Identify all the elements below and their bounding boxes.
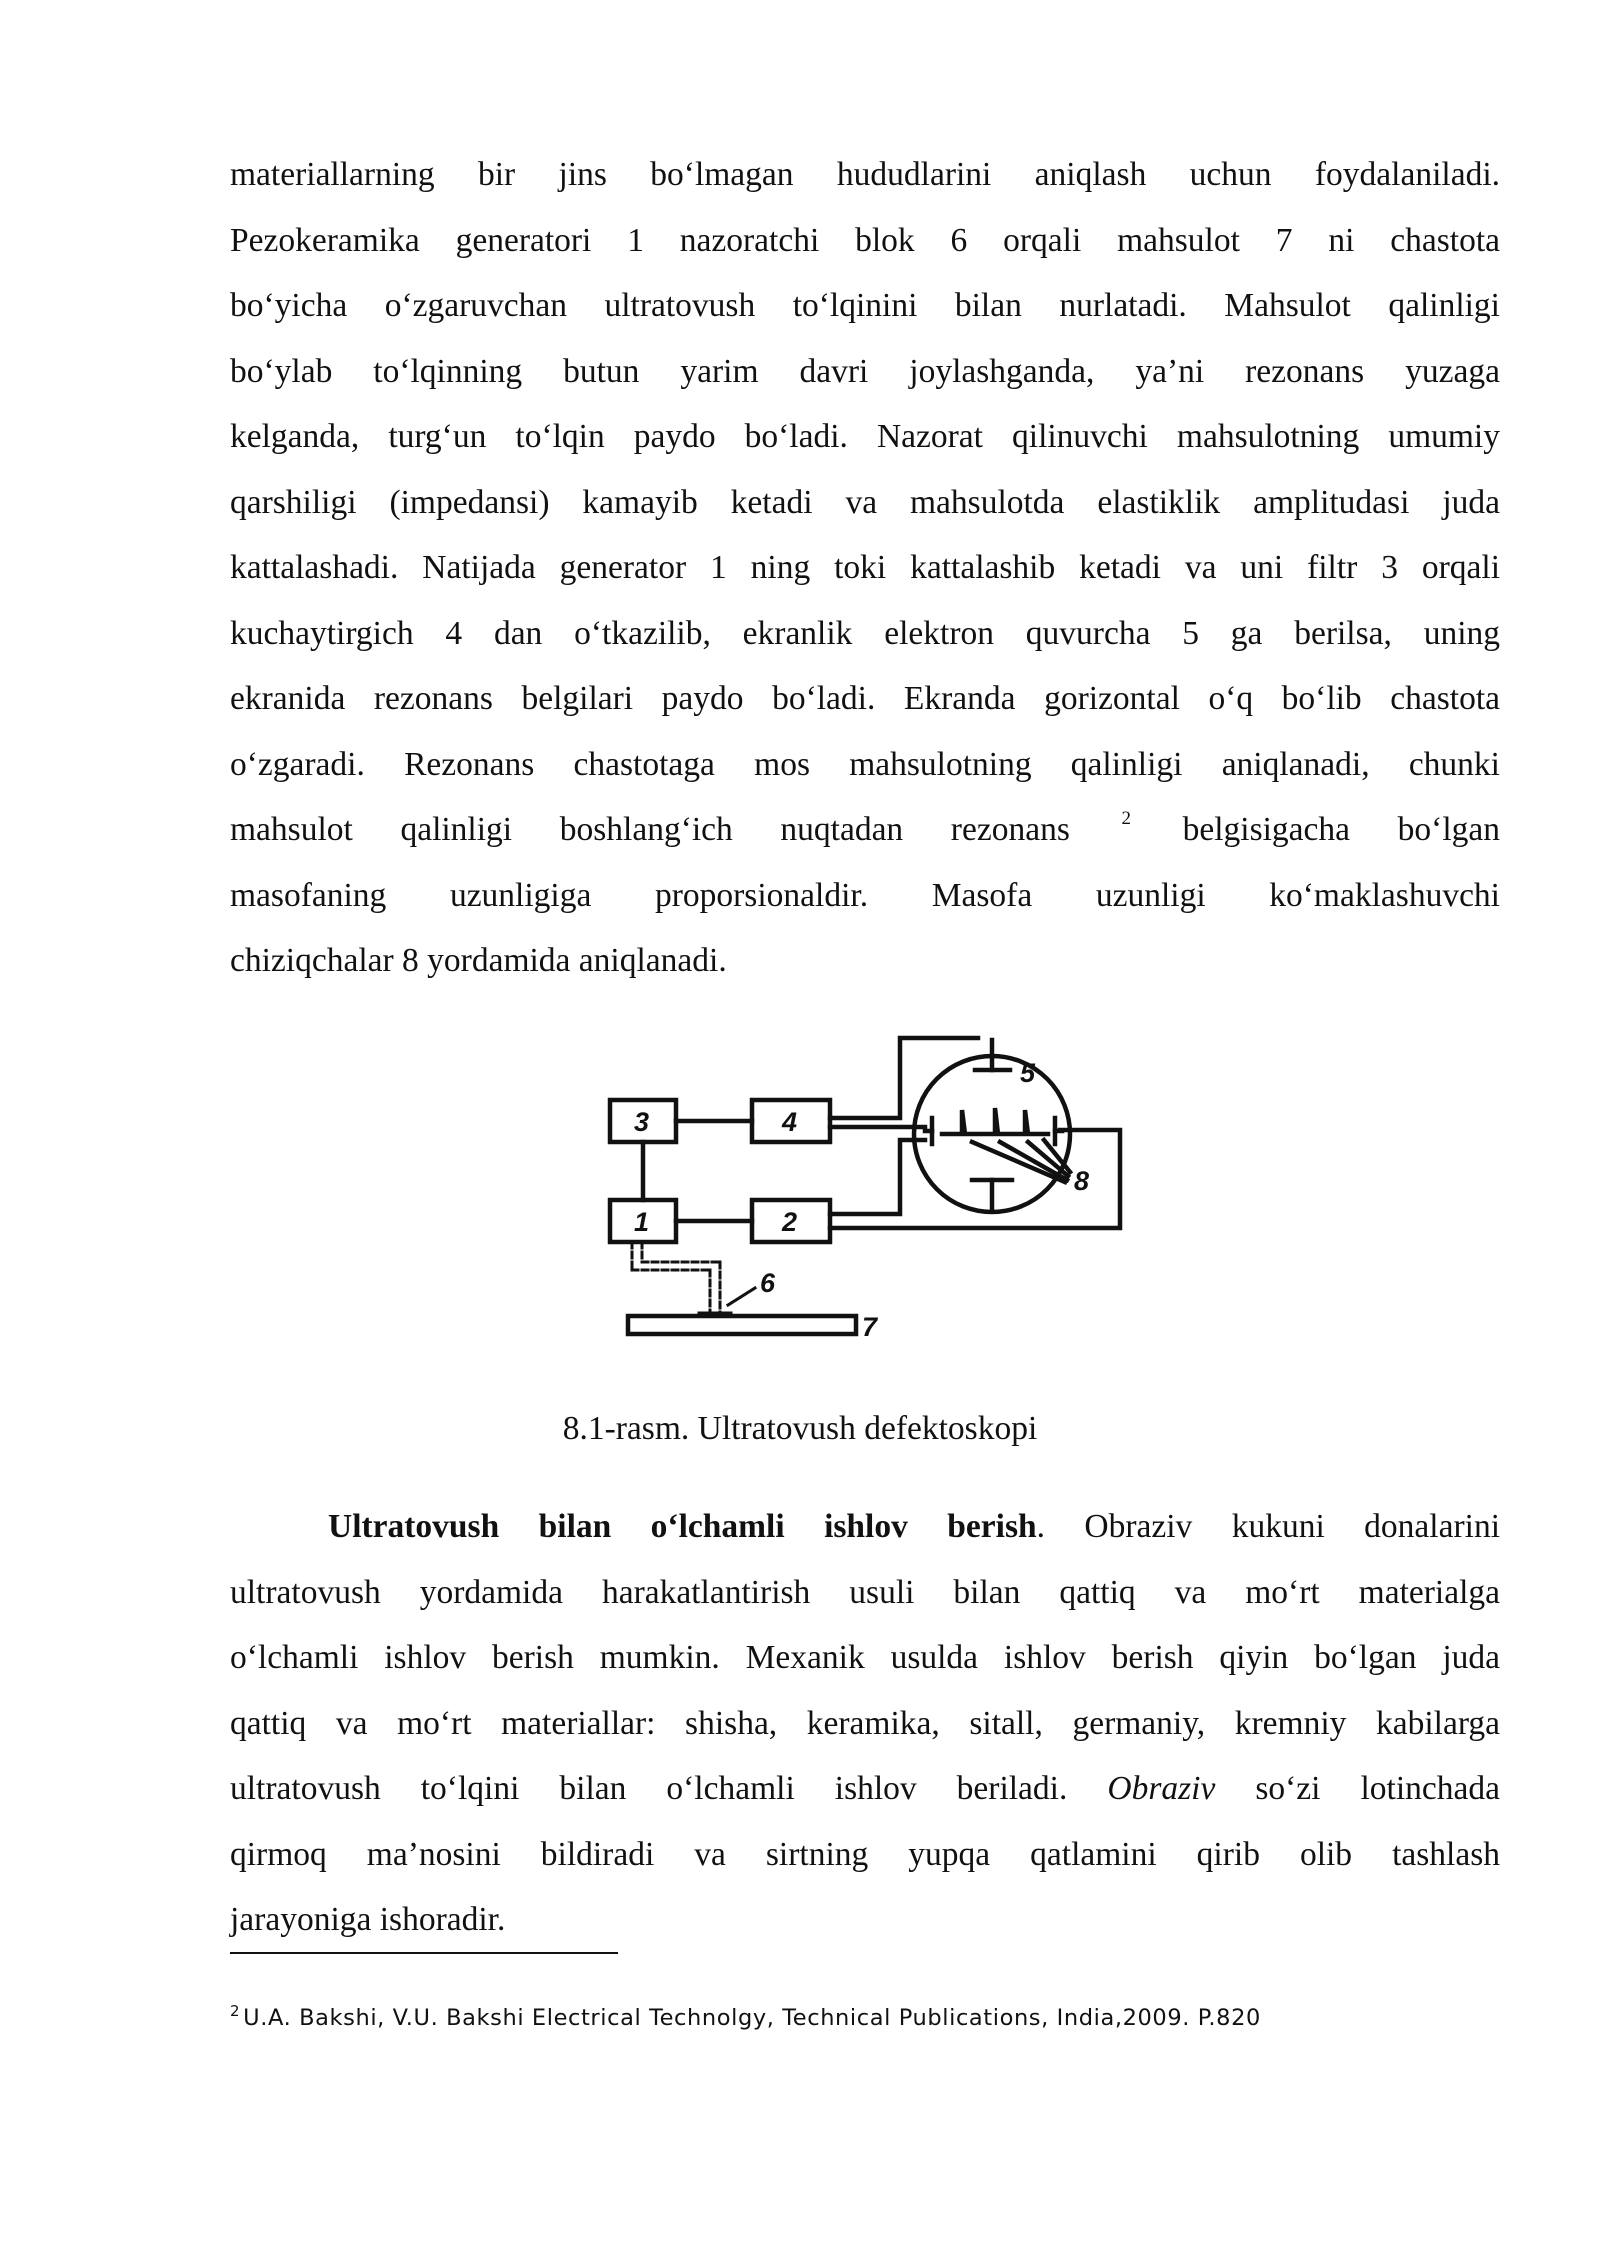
footnote xyxy=(230,2002,1530,2031)
text-line-with-italic xyxy=(230,1756,1500,1822)
text-segment: mahsulot qalinligi boshlang‘ich nuqtadan rezonans xyxy=(230,811,1070,848)
text-line: jarayoniga ishoradir. xyxy=(230,1901,506,1938)
footnote-reference[interactable]: 2 xyxy=(1121,808,1131,829)
defectoscope-diagram xyxy=(600,1030,1140,1370)
text-line: Pezokeramika generatori 1 nazoratchi blok 6 orqali mahsulot 7 ni chastota xyxy=(230,221,1500,259)
label-block-2: 2 xyxy=(782,1207,798,1237)
text-line: qattiq va mo‘rt materiallar: shisha, keramika, sitall, germaniy, kremniy kabilarga xyxy=(230,1704,1500,1742)
specimen-plate xyxy=(628,1316,856,1334)
text-line: o‘lchamli ishlov berish mumkin. Mexanik usulda ishlov berish qiyin bo‘lgan juda xyxy=(230,1639,1500,1676)
text-line: materiallarning bir jins bo‘lmagan hududlarini aniqlash uchun foydalaniladi. xyxy=(230,156,1500,193)
text-line: kuchaytirgich 4 dan o‘tkazilib, ekranlik elektron quvurcha 5 ga berilsa, uning xyxy=(230,614,1500,652)
text-line: kelganda, turg‘un to‘lqin paydo bo‘ladi. Nazorat qilinuvchi mahsulotning umumiy xyxy=(230,418,1500,455)
text-line: qarshiligi (impedansi) kamayib ketadi va mahsulotda elastiklik amplitudasi juda xyxy=(230,483,1500,521)
text-line-with-footnote xyxy=(230,797,1500,863)
text-line: chiziqchalar 8 yordamida aniqlanadi. xyxy=(230,942,727,979)
footnote-text: U.A. Bakshi, V.U. Bakshi Electrical Technolgy, Technical Publications, India,2009. P.820 xyxy=(243,2005,1261,2031)
italic-term: Obraziv xyxy=(1107,1770,1216,1807)
text-line: o‘zgaradi. Rezonans chastotaga mos mahsulotning qalinligi aniqlanadi, chunki xyxy=(230,745,1500,783)
footnote-separator xyxy=(230,1952,618,1954)
label-8: 8 xyxy=(1074,1166,1090,1196)
footnote-number: 2 xyxy=(230,2002,241,2020)
text-line: bo‘ylab to‘lqinning butun yarim davri joylashganda, ya’ni rezonans yuzaga xyxy=(230,352,1500,390)
text-line: ekranida rezonans belgilari paydo bo‘ladi. Ekranda gorizontal o‘q bo‘lib chastota xyxy=(230,680,1500,717)
text-segment: . Obraziv kukuni donalarini xyxy=(1036,1508,1500,1545)
text-segment: belgisigacha bo‘lgan xyxy=(1182,811,1500,848)
label-block-1: 1 xyxy=(634,1207,650,1237)
label-7: 7 xyxy=(862,1312,878,1342)
text-line: bo‘yicha o‘zgaruvchan ultratovush to‘lqinini bilan nurlatadi. Mahsulot qalinligi xyxy=(230,287,1500,324)
text-line-with-heading xyxy=(230,1494,1500,1560)
text-segment: so‘zi lotinchada xyxy=(1255,1770,1500,1807)
label-block-4: 4 xyxy=(782,1107,798,1137)
figure-caption: 8.1-rasm. Ultratovush defektoskopi xyxy=(562,1410,1038,1447)
text-line: ultratovush yordamida harakatlantirish usuli bilan qattiq va mo‘rt materialga xyxy=(230,1573,1500,1611)
text-line: masofaning uzunligiga proporsionaldir. Masofa uzunligi ko‘maklashuvchi xyxy=(230,876,1500,914)
label-5: 5 xyxy=(1020,1058,1036,1088)
text-line: kattalashadi. Natijada generator 1 ning toki kattalashib ketadi va uni filtr 3 orqali xyxy=(230,549,1500,586)
text-line: qirmoq ma’nosini bildiradi va sirtning yupqa qatlamini qirib olib tashlash xyxy=(230,1835,1500,1873)
paragraph-2 xyxy=(230,1494,1500,1953)
paragraph-1 xyxy=(230,142,1500,994)
label-6: 6 xyxy=(760,1268,776,1298)
label-block-3: 3 xyxy=(634,1107,650,1137)
text-segment: ultratovush to‘lqini bilan o‘lchamli ishlov beriladi. xyxy=(230,1770,1068,1807)
run-in-heading: Ultratovush bilan o‘lchamli ishlov berish xyxy=(328,1508,1037,1545)
